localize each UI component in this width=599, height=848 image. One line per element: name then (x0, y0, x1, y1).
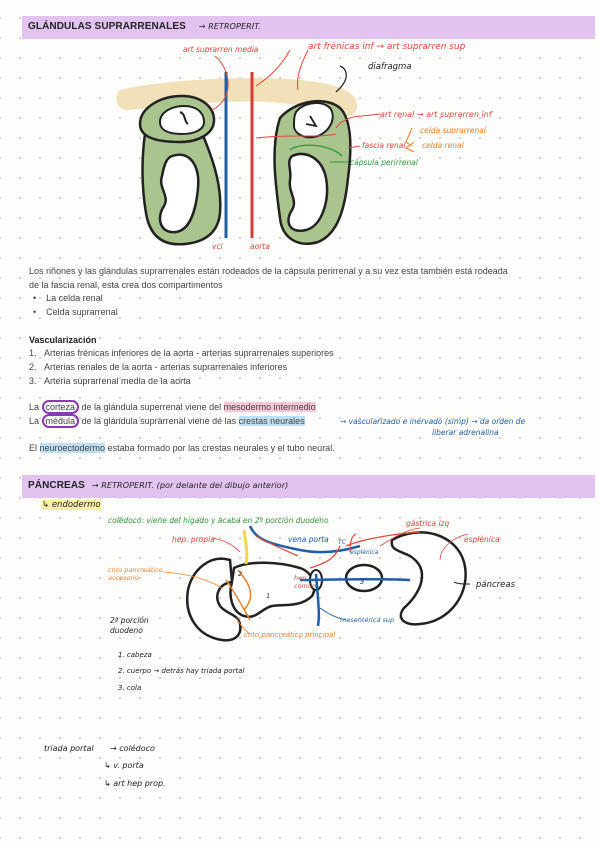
label-vci: vci (212, 242, 223, 251)
label-tc: TC (338, 539, 346, 546)
triada-item-2: ↳ v. porta (104, 761, 144, 770)
label-vena-porta: vena porta (288, 535, 329, 544)
label-num1: 1 (266, 592, 271, 600)
para-line-1: Los riñones y las glándulas suprarrenales están rodeados de la cápsula perirrenal y a su vez esta también está rodeada (29, 266, 508, 276)
label-fascia-renal: fascia renal (362, 141, 406, 150)
para-line-2: de la fascia renal, esta crea dos compartimentos (29, 280, 223, 290)
label-num3: 3 (360, 578, 365, 586)
label-coledoco (108, 516, 329, 525)
coledoco-text: colédoco: viene del hígado y acaba en 2ª porción duodeno (108, 516, 329, 525)
endodermo-text: ↳ endodermo (42, 500, 101, 510)
label-cnto-principal: cnto pancreático principal (244, 631, 336, 639)
text: El (29, 443, 40, 453)
text: La (29, 416, 42, 426)
label-diafragma: diafragma (368, 62, 412, 72)
triada-item-1: → colédoco (110, 744, 155, 753)
corteza-line (29, 402, 316, 412)
highlight-mesodermo: mesodermo intermedio (223, 402, 316, 412)
label-cnto-accesorio: cnto pancreático accesorio (108, 566, 163, 582)
label-art-frenicas: art frénicas inf → art suprarren sup (308, 42, 466, 52)
label-mesenterica: mesentérica sup (340, 616, 395, 624)
title-text: GLÁNDULAS SUPRARRENALES (28, 21, 186, 32)
bullet-text: Celda suprarrenal (46, 307, 118, 317)
part-1: 1. cabeza (118, 651, 152, 659)
medula-annotation-1: → vascularizado e inervado (simp) → da orden de (340, 417, 526, 426)
label-esplenica-b: esplénica (350, 549, 379, 556)
corteza-word: corteza (42, 400, 80, 414)
label-esplenica-a: esplénica (464, 535, 500, 544)
label-num2: 2 (238, 570, 243, 578)
section-banner-pancreas (22, 475, 595, 498)
text: La (29, 402, 42, 412)
neuro-line (29, 443, 335, 453)
label-hep-propia: hep. propia (172, 535, 215, 544)
label-hep-comun: hep. común (294, 574, 317, 590)
text: de la glándula suprarrenal viene de las (79, 416, 239, 426)
label-celda-renal: celda renal (422, 141, 464, 150)
triada-label: triada portal (44, 744, 94, 753)
part-3: 3. cola (118, 684, 142, 692)
vasc-item-2: 2. Arterias renales de la aorta - arterias suprarrenales inferiores (29, 362, 288, 372)
section-title (28, 480, 288, 491)
highlight-neuroectodermo: neuroectodermo (39, 443, 106, 453)
label-2-porcion: 2ª porción duodeno (110, 616, 149, 635)
highlight-crestas: crestas neurales (238, 416, 305, 426)
vasc-heading: Vascularización (29, 335, 97, 345)
label-art-suprarren-media: art suprarren media (183, 45, 259, 54)
label-gastrica: gástrica izq (406, 519, 450, 528)
label-pancreas: páncreas (476, 580, 516, 590)
label-art-renal: art renal → art suprarren inf (380, 110, 492, 119)
title-annotation: → RETROPERIT. (por delante del dibujo anterior) (91, 481, 289, 490)
vasc-text: Arteria suprarrenal media de la aorta (44, 376, 191, 386)
bullet-text: La celda renal (46, 293, 103, 303)
medula-annotation-2: liberar adrenalina (432, 428, 499, 437)
title-annotation: → RETROPERIT. (198, 22, 261, 31)
section-banner-suprarrenales (22, 16, 595, 39)
text: de la glándula superrenal viene del (79, 402, 224, 412)
label-capsula-perirrenal: cápsula perirrenal (350, 158, 418, 167)
bullet-item-2: • Celda suprarrenal (33, 307, 118, 317)
text: estaba formado por las crestas neurales y el tubo neural. (105, 443, 335, 453)
label-aorta: aorta (250, 242, 270, 251)
part-2: 2. cuerpo → detrás hay triada portal (118, 667, 245, 675)
vasc-text: Arterias renales de la aorta - arterias suprarrenales inferiores (44, 362, 288, 372)
medula-line (29, 416, 305, 426)
vasc-item-3: 3. Arteria suprarrenal media de la aorta (29, 376, 191, 386)
pancreas-tail (392, 532, 466, 624)
adrenal-kidney-diagram (0, 38, 599, 263)
left-adrenal-inner (160, 106, 204, 134)
vasc-item-1: 1. Arterias frénicas inferiores de la aorta - arterias suprarrenales superiores (29, 348, 334, 358)
section-title (28, 21, 261, 32)
vasc-text: Arterias frénicas inferiores de la aorta - arterias suprarrenales superiores (44, 348, 334, 358)
bullet-item-1: • La celda renal (33, 293, 103, 303)
label-celda-suprarrenal: celda suprarrenal (420, 126, 486, 135)
endodermo-label (42, 500, 101, 510)
medula-word: médula (42, 414, 80, 428)
triada-item-3: ↳ art hep prop. (104, 779, 166, 788)
title-text: PÁNCREAS (28, 480, 85, 491)
